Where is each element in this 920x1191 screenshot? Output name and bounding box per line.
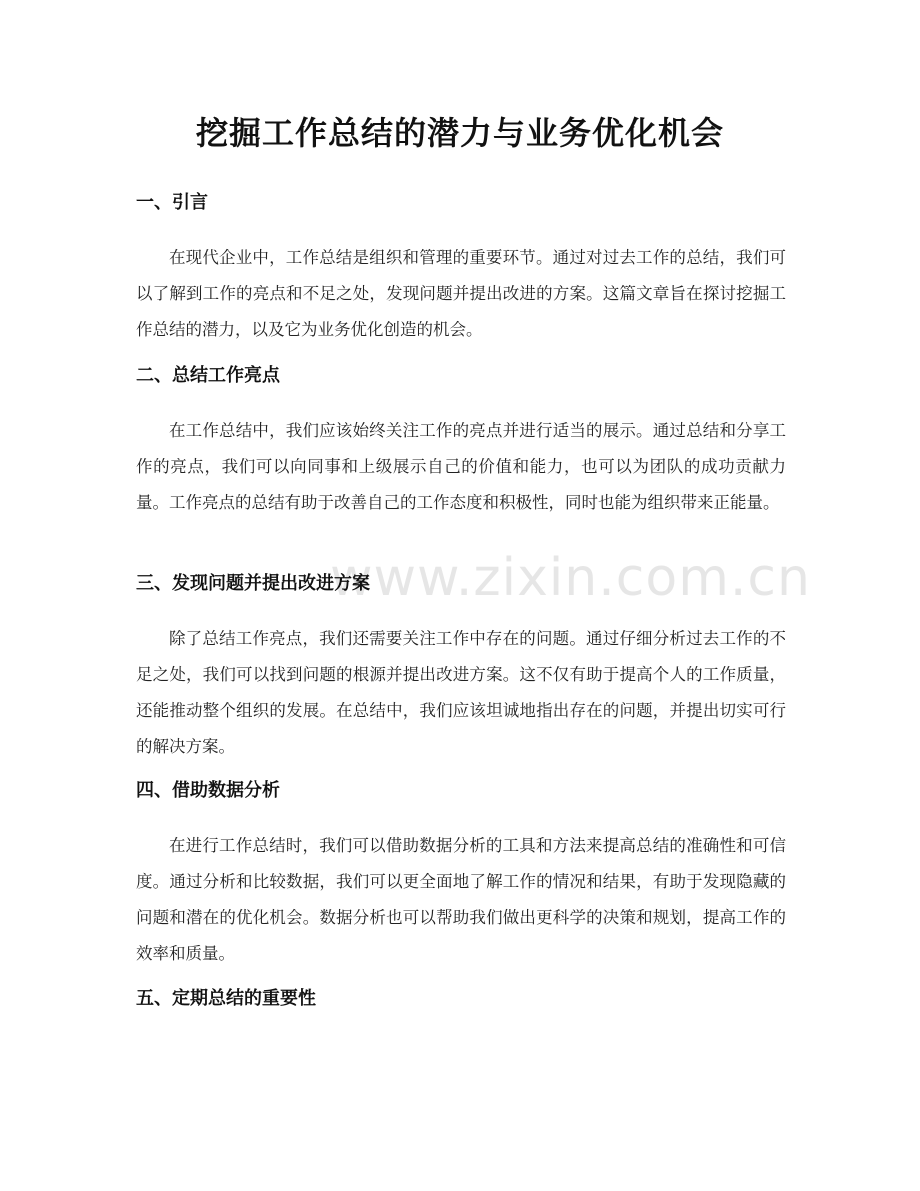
section-heading: 三、发现问题并提出改进方案 [136,573,370,594]
section-heading: 四、借助数据分析 [136,780,280,801]
section-data-analysis [136,776,786,972]
watermark: www.zixin.com.cn [330,548,811,608]
section-heading: 一、引言 [136,192,208,213]
section-paragraph: 在现代企业中，工作总结是组织和管理的重要环节。通过对过去工作的总结，我们可以了解到工作的亮点和不足之处，发现问题并提出改进的方案。这篇文章旨在探讨挖掘工作总结的潜力，以及它为业务优化创造的机会。 [136,248,786,339]
section-introduction [136,188,786,348]
section-heading: 五、定期总结的重要性 [136,988,316,1009]
section-paragraph: 在工作总结中，我们应该始终关注工作的亮点并进行适当的展示。通过总结和分享工作的亮点，我们可以向同事和上级展示自己的价值和能力，也可以为团队的成功贡献力量。工作亮点的总结有助于改善自己的工作态度和积极性，同时也能为组织带来正能量。 [136,421,786,512]
section-problems [136,569,786,765]
section-regular-summary [136,984,786,1014]
section-highlights [136,361,786,521]
section-paragraph: 除了总结工作亮点，我们还需要关注工作中存在的问题。通过仔细分析过去工作的不足之处，我们可以找到问题的根源并提出改进方案。这不仅有助于提高个人的工作质量，还能推动整个组织的发展。在总结中，我们应该坦诚地指出存在的问题，并提出切实可行的解决方案。 [136,629,786,756]
section-paragraph: 在进行工作总结时，我们可以借助数据分析的工具和方法来提高总结的准确性和可信度。通过分析和比较数据，我们可以更全面地了解工作的情况和结果，有助于发现隐藏的问题和潜在的优化机会。数据分析也可以帮助我们做出更科学的决策和规划，提高工作的效率和质量。 [136,836,786,963]
page-title: 挖掘工作总结的潜力与业务优化机会 [195,114,724,152]
section-heading: 二、总结工作亮点 [136,365,280,386]
